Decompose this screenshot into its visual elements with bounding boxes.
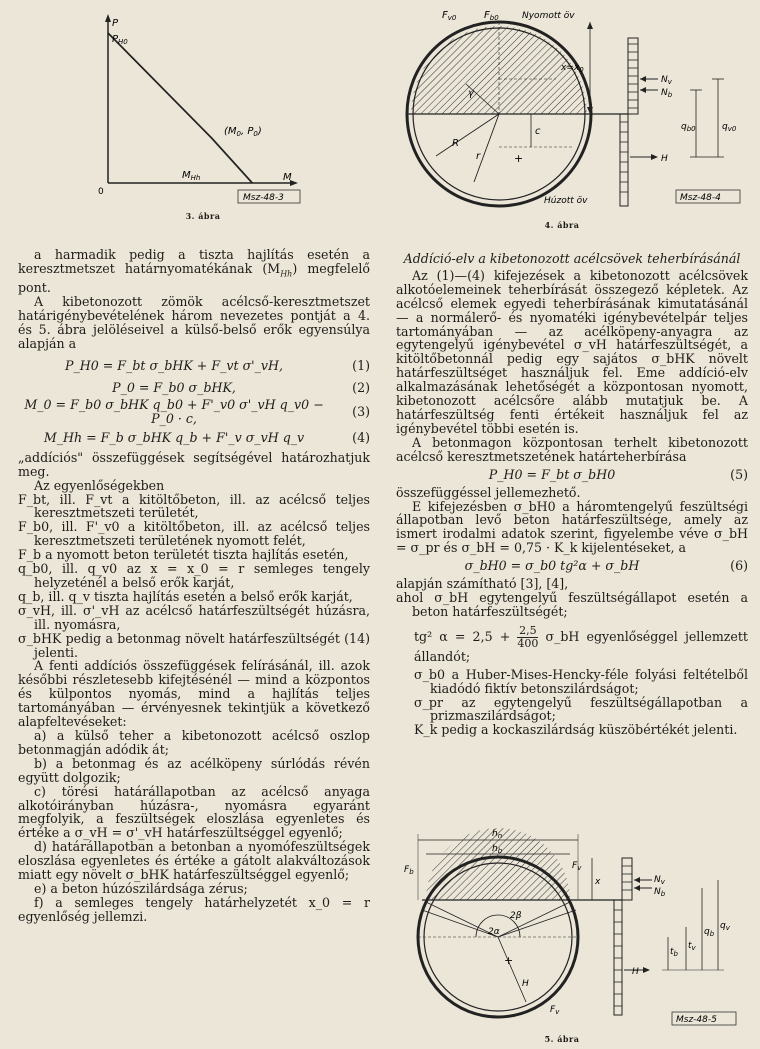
svg-text:Fb: $F_b$ — [404, 865, 414, 876]
svg-text:Nv: $N_v$ — [661, 75, 672, 86]
svg-text:Nyomott öv: Nyomott öv — [522, 11, 575, 21]
right-text: Addíció-elv a kibetonozott acélcsövek teherbírásánál Az (1)—(4) kifejezések a kibetonozott acélcsövek alkotóelemeinek teherbírását összegező képletek. Az acélcső elemek egyedi teherbírásának kimutatásánál — a normálerő- és nyomatéki igénybevételpár teljes tartományában — az acélköpeny-anyagra az egytengelyű igénybevétel σ_vH határfeszültségét, a kitöltőbetonnál pedig egy sajátos σ_bHK növelt határfeszültséget használjuk fel. Eme addíció-elv alkalmazásának lehetőségét a központosan nyomott, kibetonozott acélcsőre alább mutatjuk be. A határfeszültség fenti értékeit használjuk fel az igénybevétel többi esetén is. A betonmagon központosan terhelt kibetonozott acélcső keresztmetszetének határteherbírása P_H0 = F_bt σ_bH0 (5) összefüggéssel jellemezhető. E kifejezésben σ_bH0 a háromtengelyű feszültségi állapotban levő beton határfeszültsége, amely az ismert irodalmi adatok szerint, figyelembe véve σ_bH = σ_pr és σ_bH = 0,75 · K_k kijelentéseket, a σ_bH0 = σ_b0 tg²α + σ_bH (6) alapján számítható [3], [4], ahol σ_bH egytengelyű feszültségállapot esetén a beton határfeszültségét; tg² α = 2,5 + $\frac{2,5}{400}$ σ_bH egyenlőséggel jellemzett állandót; σ_b0 a Huber-Mises-Hencky-féle folyási feltételből kiadódó fiktív betonszilárdságot; σ_pr az egytengelyű feszültségállapotban a prizmaszilárdságot; K_k pedig a kockaszilárdság küszöbértékét jelenti. — [396, 251, 748, 738]
figure-5-diagram — [396, 822, 748, 1034]
figure-4 — [396, 4, 748, 236]
equation-6: σ_bH0 = σ_b0 tg²α + σ_bH — [464, 558, 640, 574]
svg-text:H: H — [522, 979, 529, 989]
def-6: σ_vH, ill. σ'_vH az acélcső határfeszültségét húzásra, ill. nyomásra, — [18, 602, 370, 632]
def-2: F_b0, ill. F'_v0 a kitöltőbeton, ill. az acélcső teljes keresztmetszeti területének nyomott felét, — [18, 519, 370, 549]
para-right-3: összefüggéssel jellemezhető. — [396, 484, 581, 500]
svg-text:2α: 2α — [488, 927, 500, 937]
svg-text:M: M — [283, 172, 292, 183]
svg-text:2β: 2β — [510, 911, 522, 921]
svg-text:+: + — [504, 954, 514, 967]
equation-1: P_H0 = F_bt σ_bHK + F_vt σ'_vH, — [64, 357, 284, 373]
svg-text:Fv0: $F_{v0}$ — [442, 10, 457, 22]
def-4: q_b0, ill. q_v0 az x = x_0 = r semleges tengely helyzeténél a belső erők karját, — [18, 561, 370, 591]
svg-text:R: R — [452, 138, 459, 149]
item-e: e) a beton húzószilárdsága zérus; — [34, 880, 248, 896]
svg-text:(M0, P0): ($M_0$, $P_0$) — [224, 126, 262, 138]
svg-text:qv: $q_v$ — [720, 921, 730, 932]
def-3: F_b a nyomott beton területét tiszta hajlítás esetén, — [18, 547, 349, 563]
para-right-7: tg² α = 2,5 + $\frac{2,5}{400}$ σ_bH egyenlőséggel jellemzett állandót; — [414, 623, 748, 664]
figure-5 — [396, 822, 748, 1047]
svg-text:Fv: $F_v$ — [572, 861, 582, 872]
svg-text:Fv: $F_v$ — [550, 1005, 560, 1016]
para-left-1: a harmadik pedig a tiszta hajlítás esetén a keresztmetszet határnyomatékának $(M_{Hh})$ megfelelő pont. — [18, 247, 371, 296]
svg-text:qb0: $q_{b0}$ — [681, 122, 696, 133]
svg-text:r: r — [476, 151, 481, 162]
svg-text:Nv: $N_v$ — [654, 875, 665, 886]
para-right-2: A betonmagon központosan terhelt kibetonozott acélcső keresztmetszetének határteherbírása — [396, 434, 748, 464]
svg-text:Nb: $N_b$ — [654, 887, 666, 898]
svg-text:Húzott öv: Húzott öv — [544, 196, 588, 206]
para-left-4: Az egyenlőségekben — [34, 477, 165, 493]
para-right-9: σ_pr az egytengelyű feszültségállapotban a prizmaszilárdságot; — [414, 694, 748, 724]
svg-text:hn: $h_n$ — [492, 829, 503, 840]
svg-text:qb: $q_b$ — [704, 927, 715, 938]
para-right-10: K_k pedig a kockaszilárdság küszöbértékét jelenti. — [414, 722, 738, 738]
p-axis-label: P — [112, 18, 119, 29]
svg-text:Nb: $N_b$ — [661, 88, 673, 99]
svg-text:H: H — [632, 967, 639, 977]
para-right-4: E kifejezésben σ_bH0 a háromtengelyű feszültségi állapotban levő beton határfeszültsége, amely az ismert irodalmi adatok szerint, figyelembe véve σ_bH = σ_pr és σ_bH = 0,75 · K_k kijelentéseket, a — [396, 498, 748, 556]
left-text: a harmadik pedig a tiszta hajlítás esetén a keresztmetszet határnyomatékának $(M_{Hh})$ megfelelő pont. A kibetonozott zömök acélcső-keresztmetszet határigénybevételének három nevezetes pontját a 4. és 5. ábra jelöléseivel a külső-belső erők egyensúlya alapján a P_H0 = F_bt σ_bHK + F_vt σ'_vH, (1) P_0 = F_b0 σ_bHK, (2) M_0 = F_b0 σ_bHK q_b0 + F'_v0 σ'_vH q_v0 − P_0 · c, (3) M_Hh = F_b σ_bHK q_b + F'_v σ_vH q_v (4) „addíciós" összefüggések segítségével határozhatjuk meg. Az egyenlőségekben F_bt, ill. F_vt a kitöltőbeton, ill. az acélcső teljes keresztmetszeti területét, F_b0, ill. F'_v0 a kitöltőbeton, ill. az acélcső teljes keresztmetszeti területének nyomott felét, F_b a nyomott beton területét tiszta hajlítás esetén, q_b0, ill. q_v0 az x = x_0 = r semleges tengely helyzeténél a belső erők karját, q_b, ill. q_v tiszta hajlítás esetén a belső erők karját, σ_vH, ill. σ'_vH az acélcső határfeszültségét húzásra, ill. nyomásra, σ_bHK pedig a betonmag növelt határfeszültségét (14) jelenti. A fenti addíciós összefüggések felírásánál, ill. azok későbbi részletesebb kifejtésénél — mind a központos és külpontos nyomás, mind a hajlítás teljes tartományában — érvényesnek tekintjük a következő alapfeltevéseket: a) a külső teher a kibetonozott acélcső oszlop betonmagján adódik át; b) a betonmag és az acélköpeny súrlódás révén együtt dolgozik; c) törési határállapotban az acélcső anyaga alkotóirányban húzásra-, nyomásra egyaránt megfolyik, a feszültségek eloszlása egyenletes és értéke a σ_vH = σ'_vH határfeszültséggel egyenlő; d) határállapotban a betonban a nyomófeszültségek eloszlása egyenletes és értéke a gátolt alakváltozások miatt egy növelt σ_bHK határfeszültséggel egyenlő; e) a beton húzószilárdsága zérus; f) a semleges tengely határhelyzetét x_0 = r egyenlőség jellemzi. — [18, 247, 371, 924]
para-right-5: alapján számítható [3], [4], — [396, 576, 569, 592]
para-right-6: ahol σ_bH egytengelyű feszültségállapot esetén a beton határfeszültségét; — [396, 590, 748, 619]
item-b: b) a betonmag és az acélköpeny súrlódás révén együtt dolgozik; — [18, 755, 370, 785]
figure-4-stamp: Msz-48-4 — [680, 193, 721, 203]
para-left-3: „addíciós" összefüggések segítségével határozhatjuk meg. — [18, 449, 370, 479]
svg-text:c: c — [535, 126, 541, 137]
svg-text:PH0: $P_{H0}$ — [112, 34, 128, 46]
svg-text:hb: $h_b$ — [492, 844, 503, 855]
figure-3-caption: 3. ábra — [185, 211, 221, 221]
figure-3-chart — [88, 8, 318, 208]
equation-4: M_Hh = F_b σ_bHK q_b + F'_v σ_vH q_v — [43, 429, 305, 445]
svg-text:x=x0: $x=x_0$ — [561, 63, 584, 74]
svg-text:H: H — [661, 154, 668, 164]
svg-text:tv: $t_v$ — [688, 941, 696, 952]
equation-3: M_0 = F_b0 σ_bHK q_b0 + F'_v0 σ'_vH q_v0 − P_0 · c, — [24, 396, 324, 426]
svg-text:qv0: $q_{v0}$ — [722, 122, 737, 133]
figure-5-stamp: Msz-48-5 — [676, 1015, 717, 1025]
def-7: σ_bHK pedig a betonmag növelt határfeszültségét (14) jelenti. — [18, 630, 370, 660]
equation-5: P_H0 = F_bt σ_bH0 — [488, 466, 616, 482]
svg-text:x: x — [595, 877, 601, 887]
def-5: q_b, ill. q_v tiszta hajlítás esetén a belső erők karját, — [18, 588, 353, 604]
para-left-2: A kibetonozott zömök acélcső-keresztmetszet határigénybevételének három nevezetes pontját a 4. és 5. ábra jelöléseivel a külső-belső erők egyensúlya alapján a — [18, 294, 370, 351]
svg-text:γ: γ — [468, 88, 474, 99]
figure-3 — [88, 8, 318, 223]
def-1: F_bt, ill. F_vt a kitöltőbeton, ill. az acélcső teljes keresztmetszeti területét, — [18, 491, 370, 521]
svg-text:MHh: $M_{Hh}$ — [182, 170, 201, 182]
para-right-8: σ_b0 a Huber-Mises-Hencky-féle folyási feltételből kiadódó fiktív betonszilárdságot; — [414, 666, 748, 696]
item-c: c) törési határállapotban az acélcső anyaga alkotóirányban húzásra-, nyomásra egyaránt megfolyik, a feszültségek eloszlása egyenletes és értéke a σ_vH = σ'_vH határfeszültséggel egyenlő; — [18, 783, 370, 841]
svg-text:Fb0: $F_{b0}$ — [484, 10, 499, 22]
item-f: f) a semleges tengely határhelyzetét x_0 = r egyenlőség jellemzi. — [18, 894, 370, 924]
para-left-5: A fenti addíciós összefüggések felírásánál, ill. azok későbbi részletesebb kifejtésénél — mind a központos és külpontos nyomás, mind a hajlítás teljes tartományában — érvényesnek tekintjük a következő alapfeltevéseket: — [18, 658, 370, 730]
figure-4-caption: 4. ábra — [544, 220, 580, 230]
para-right-1: Az (1)—(4) kifejezések a kibetonozott acélcsövek alkotóelemeinek teherbírását összegező képletek. Az acélcső elemek egyedi teherbírásának kimutatásánál — a normálerő- és nyomatéki igénybevételpár teljes tartományában — az acélköpeny-anyagra az egytengelyű igénybevétel σ_vH határfeszültségét, a kitöltőbetonnál pedig egy sajátos σ_bHK növelt határfeszültséget használjuk fel. Eme addíció-elv alkalmazásának lehetőségét a központosan nyomott, kibetonozott acélcsőre alább mutatjuk be. A határfeszültség fenti értékeit használjuk fel az igénybevétel többi esetén is. — [396, 267, 748, 436]
equation-2: P_0 = F_b0 σ_bHK, — [112, 379, 236, 395]
svg-text:+: + — [514, 152, 524, 165]
svg-text:tb: $t_b$ — [670, 947, 678, 958]
figure-4-diagram — [396, 4, 748, 219]
interaction-curve — [108, 33, 252, 183]
section-heading: Addíció-elv a kibetonozott acélcsövek teherbírásánál — [403, 251, 741, 266]
figure-3-stamp: Msz-48-3 — [243, 193, 284, 203]
item-d: d) határállapotban a betonban a nyomófeszültségek eloszlása egyenletes és értéke a gátolt alakváltozások miatt egy növelt σ_bHK határfeszültséggel egyenlő; — [18, 839, 370, 883]
svg-text:0: 0 — [98, 187, 104, 197]
figure-5-caption: 5. ábra — [544, 1034, 580, 1044]
item-a: a) a külső teher a kibetonozott acélcső oszlop betonmagján adódik át; — [18, 727, 370, 757]
